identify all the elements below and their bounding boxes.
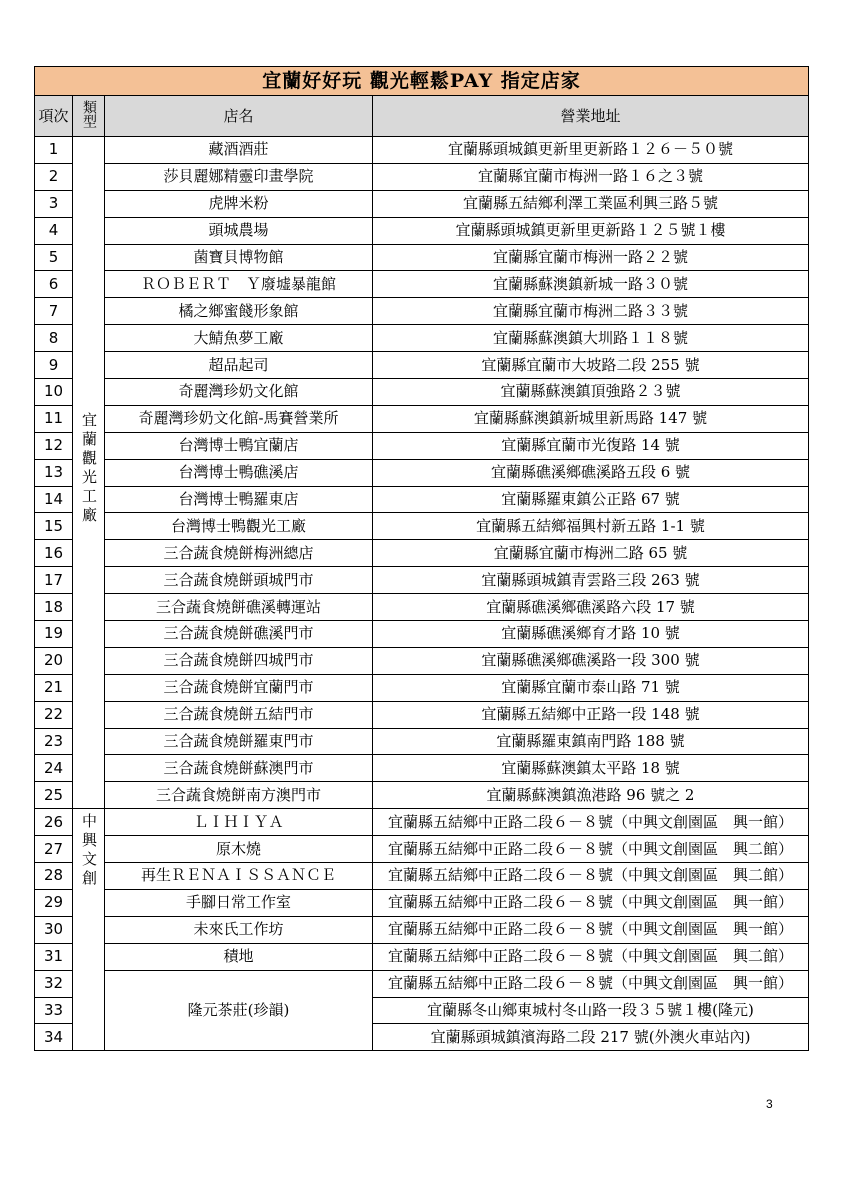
store-name: ＲＯＢＥＲＴ Ｙ廢墟暴龍館: [105, 271, 373, 298]
store-name: 奇麗灣珍奶文化館-馬賽營業所: [105, 405, 373, 432]
table-row: [35, 889, 809, 916]
store-name: ＬＩＨＩＹＡ: [105, 809, 373, 836]
store-name: 菌寶貝博物館: [105, 244, 373, 271]
store-address: 宜蘭縣五結鄉中正路二段６－８號（中興文創園區 興一館）: [373, 889, 809, 916]
store-address: 宜蘭縣頭城鎮濱海路二段 217 號(外澳火車站內): [373, 1024, 809, 1051]
store-address: 宜蘭縣五結鄉利澤工業區利興三路５號: [373, 190, 809, 217]
store-address: 宜蘭縣蘇澳鎮太平路 18 號: [373, 755, 809, 782]
row-index: 12: [35, 432, 73, 459]
row-index: 4: [35, 217, 73, 244]
store-address: 宜蘭縣五結鄉中正路二段６－８號（中興文創園區 興二館）: [373, 943, 809, 970]
category-label: 中興文創: [80, 813, 98, 890]
store-name: 台灣博士鴨羅東店: [105, 486, 373, 513]
store-address: 宜蘭縣羅東鎮南門路 188 號: [373, 728, 809, 755]
row-index: 27: [35, 836, 73, 863]
row-index: 13: [35, 459, 73, 486]
table-row: [35, 298, 809, 325]
store-name: 三合蔬食燒餅南方澳門市: [105, 782, 373, 809]
store-name: 手腳日常工作室: [105, 889, 373, 916]
store-name: 原木燒: [105, 836, 373, 863]
row-index: 9: [35, 352, 73, 379]
store-name: 隆元茶莊(珍韻): [105, 970, 373, 1051]
store-name: 三合蔬食燒餅五結門市: [105, 701, 373, 728]
header-name: 店名: [105, 96, 373, 137]
store-name: 積地: [105, 943, 373, 970]
table-row: [35, 674, 809, 701]
store-address: 宜蘭縣蘇澳鎮新城里新馬路 147 號: [373, 405, 809, 432]
store-address: 宜蘭縣蘇澳鎮頂強路２３號: [373, 379, 809, 406]
store-name: 大鯖魚夢工廠: [105, 325, 373, 352]
store-name: 藏酒酒莊: [105, 137, 373, 164]
row-index: 2: [35, 163, 73, 190]
store-name: 未來氏工作坊: [105, 916, 373, 943]
store-table: [34, 66, 809, 1051]
table-row: [35, 647, 809, 674]
table-row: [35, 379, 809, 406]
store-address: 宜蘭縣五結鄉中正路二段６－８號（中興文創園區 興一館）: [373, 809, 809, 836]
row-index: 24: [35, 755, 73, 782]
table-row: [35, 701, 809, 728]
table-row: [35, 782, 809, 809]
store-address: 宜蘭縣宜蘭市大坡路二段 255 號: [373, 352, 809, 379]
store-address: 宜蘭縣宜蘭市泰山路 71 號: [373, 674, 809, 701]
store-address: 宜蘭縣蘇澳鎮新城一路３０號: [373, 271, 809, 298]
table-row: [35, 163, 809, 190]
store-address: 宜蘭縣蘇澳鎮漁港路 96 號之 2: [373, 782, 809, 809]
table-row: [35, 970, 809, 997]
row-index: 28: [35, 863, 73, 890]
page-number: 3: [766, 1097, 773, 1111]
store-address: 宜蘭縣宜蘭市梅洲二路３３號: [373, 298, 809, 325]
store-address: 宜蘭縣頭城鎮青雲路三段 263 號: [373, 567, 809, 594]
row-index: 16: [35, 540, 73, 567]
table-row: [35, 916, 809, 943]
store-address: 宜蘭縣五結鄉中正路二段６－８號（中興文創園區 興一館）: [373, 916, 809, 943]
store-name: 橘之鄉蜜餞形象館: [105, 298, 373, 325]
table-row: [35, 459, 809, 486]
store-address: 宜蘭縣五結鄉中正路二段６－８號（中興文創園區 興二館）: [373, 836, 809, 863]
table-row: [35, 943, 809, 970]
table-row: [35, 863, 809, 890]
store-name: 奇麗灣珍奶文化館: [105, 379, 373, 406]
table-row: [35, 271, 809, 298]
header-category-label: 類型: [81, 99, 97, 128]
store-address: 宜蘭縣宜蘭市梅洲二路 65 號: [373, 540, 809, 567]
store-address: 宜蘭縣五結鄉福興村新五路 1-1 號: [373, 513, 809, 540]
category-cell-group1: [73, 137, 105, 809]
store-address: 宜蘭縣頭城鎮更新里更新路１２６－５０號: [373, 137, 809, 164]
category-cell-group2: [73, 809, 105, 1051]
row-index: 11: [35, 405, 73, 432]
row-index: 32: [35, 970, 73, 997]
store-address: 宜蘭縣五結鄉中正路一段 148 號: [373, 701, 809, 728]
row-index: 3: [35, 190, 73, 217]
row-index: 14: [35, 486, 73, 513]
row-index: 18: [35, 594, 73, 621]
row-index: 20: [35, 647, 73, 674]
table-row: [35, 540, 809, 567]
table-row: [35, 405, 809, 432]
row-index: 29: [35, 889, 73, 916]
table-row: [35, 836, 809, 863]
store-name: 台灣博士鴨觀光工廠: [105, 513, 373, 540]
row-index: 6: [35, 271, 73, 298]
store-name: 虎牌米粉: [105, 190, 373, 217]
row-index: 17: [35, 567, 73, 594]
table-row: [35, 137, 809, 164]
row-index: 25: [35, 782, 73, 809]
table-row: [35, 728, 809, 755]
row-index: 22: [35, 701, 73, 728]
row-index: 7: [35, 298, 73, 325]
row-index: 21: [35, 674, 73, 701]
store-address: 宜蘭縣礁溪鄉育才路 10 號: [373, 621, 809, 648]
row-index: 8: [35, 325, 73, 352]
table-row: [35, 621, 809, 648]
store-address: 宜蘭縣五結鄉中正路二段６－８號（中興文創園區 興二館）: [373, 863, 809, 890]
store-address: 宜蘭縣宜蘭市梅洲一路１６之３號: [373, 163, 809, 190]
table-row: [35, 486, 809, 513]
store-name: 三合蔬食燒餅礁溪門市: [105, 621, 373, 648]
store-name: 三合蔬食燒餅頭城門市: [105, 567, 373, 594]
store-address: 宜蘭縣羅東鎮公正路 67 號: [373, 486, 809, 513]
store-address: 宜蘭縣冬山鄉東城村冬山路一段３５號１樓(隆元): [373, 997, 809, 1024]
store-address: 宜蘭縣礁溪鄉礁溪路一段 300 號: [373, 647, 809, 674]
table-title: 宜蘭好好玩 觀光輕鬆PAY 指定店家: [35, 67, 809, 96]
store-address: 宜蘭縣蘇澳鎮大圳路１１８號: [373, 325, 809, 352]
row-index: 5: [35, 244, 73, 271]
store-name: 再生ＲＥＮＡＩＳＳＡＮＣＥ: [105, 863, 373, 890]
store-name: 三合蔬食燒餅宜蘭門市: [105, 674, 373, 701]
table-row: [35, 513, 809, 540]
table-row: [35, 755, 809, 782]
header-category: [73, 96, 105, 137]
table-row: [35, 567, 809, 594]
row-index: 31: [35, 943, 73, 970]
row-index: 30: [35, 916, 73, 943]
store-address: 宜蘭縣礁溪鄉礁溪路六段 17 號: [373, 594, 809, 621]
row-index: 15: [35, 513, 73, 540]
table-row: [35, 190, 809, 217]
table-row: [35, 432, 809, 459]
category-label: 宜蘭觀光工廠: [80, 411, 98, 526]
store-name: 台灣博士鴨宜蘭店: [105, 432, 373, 459]
table-row: [35, 217, 809, 244]
store-address: 宜蘭縣礁溪鄉礁溪路五段 6 號: [373, 459, 809, 486]
table-row: [35, 809, 809, 836]
store-address: 宜蘭縣宜蘭市光復路 14 號: [373, 432, 809, 459]
row-index: 34: [35, 1024, 73, 1051]
table-row: [35, 594, 809, 621]
store-name: 頭城農場: [105, 217, 373, 244]
store-address: 宜蘭縣五結鄉中正路二段６－８號（中興文創園區 興一館）: [373, 970, 809, 997]
table-row: [35, 325, 809, 352]
store-address: 宜蘭縣宜蘭市梅洲一路２２號: [373, 244, 809, 271]
row-index: 26: [35, 809, 73, 836]
row-index: 19: [35, 621, 73, 648]
table-row: [35, 244, 809, 271]
table-row: [35, 352, 809, 379]
store-name: 三合蔬食燒餅羅東門市: [105, 728, 373, 755]
row-index: 23: [35, 728, 73, 755]
header-index: 項次: [35, 96, 73, 137]
store-address: 宜蘭縣頭城鎮更新里更新路１２５號１樓: [373, 217, 809, 244]
store-name: 台灣博士鴨礁溪店: [105, 459, 373, 486]
store-name: 三合蔬食燒餅梅洲總店: [105, 540, 373, 567]
row-index: 33: [35, 997, 73, 1024]
header-address: 營業地址: [373, 96, 809, 137]
store-name: 三合蔬食燒餅礁溪轉運站: [105, 594, 373, 621]
row-index: 1: [35, 137, 73, 164]
store-name: 莎貝麗娜精靈印畫學院: [105, 163, 373, 190]
store-name: 超品起司: [105, 352, 373, 379]
row-index: 10: [35, 379, 73, 406]
store-name: 三合蔬食燒餅四城門市: [105, 647, 373, 674]
store-name: 三合蔬食燒餅蘇澳門市: [105, 755, 373, 782]
